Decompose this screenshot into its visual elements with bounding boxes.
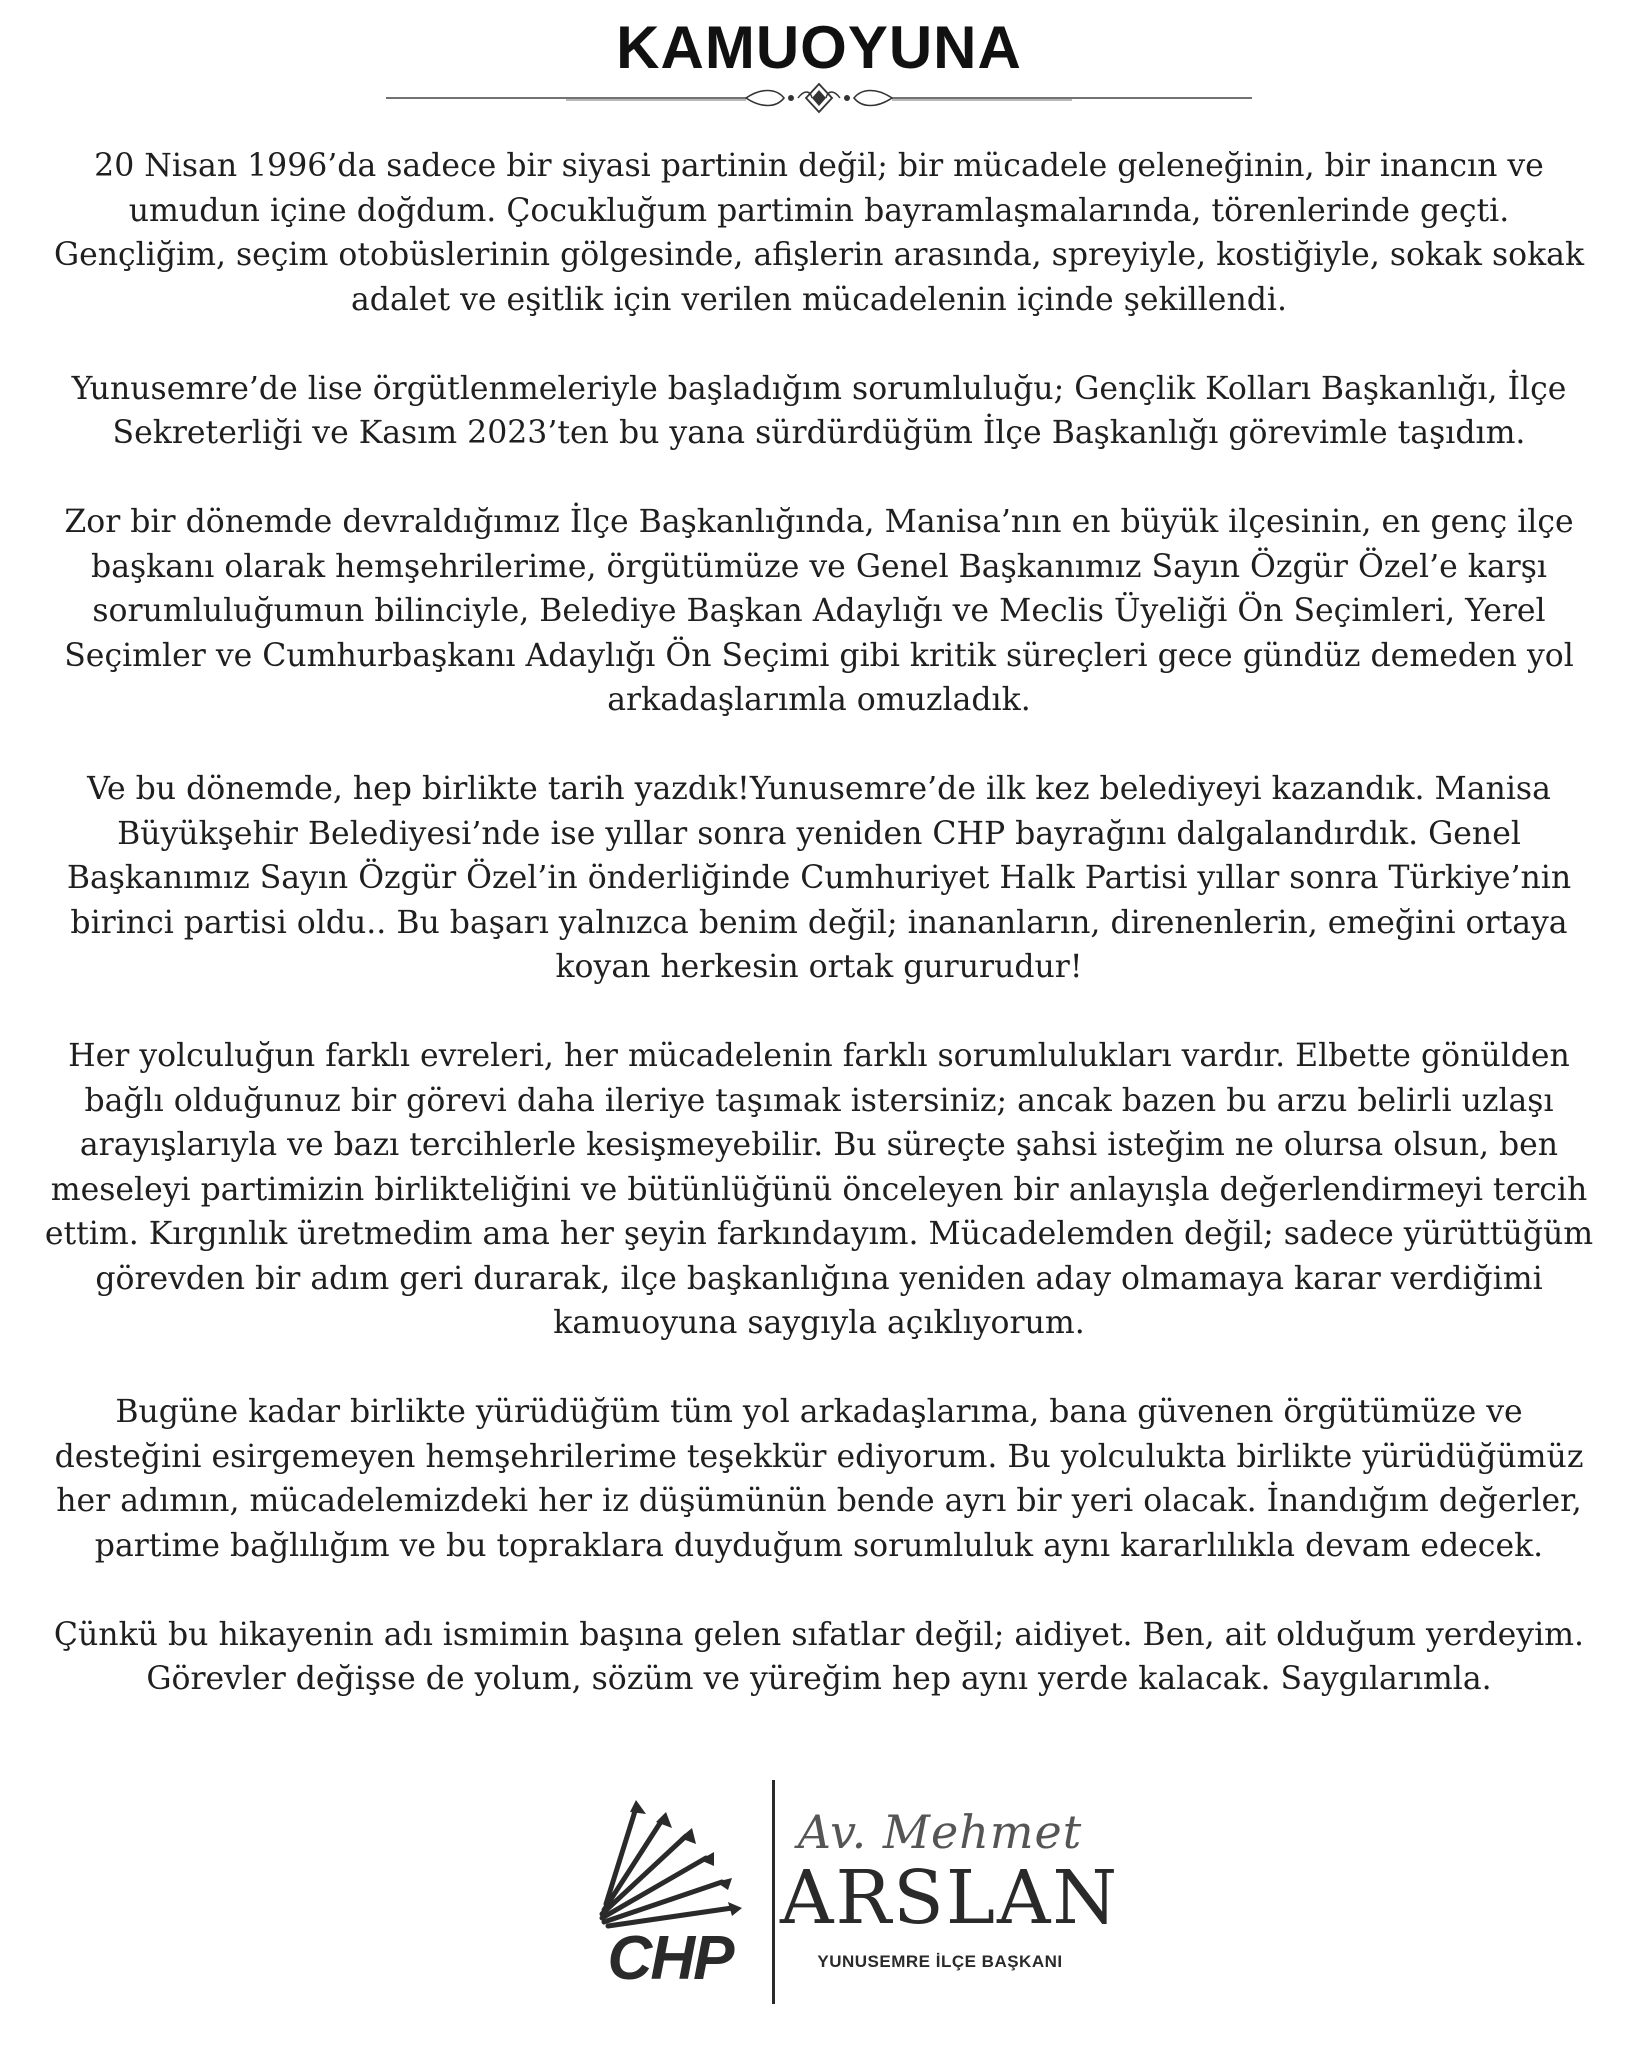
signature-name: Av. Mehmet [797,1805,1083,1859]
signature-block [0,1780,1638,2020]
paragraph-7: Çünkü bu hikayenin adı ismimin başına gelen sıfatlar değil; aidiyet. Ben, ait olduğum yerdeyim. Görevler değişse de yolum, sözüm ve yüreğim hep aynı yerde kalacak. Saygılarımla. [53,1616,1585,1697]
paragraph-1: 20 Nisan 1996’da sadece bir siyasi partinin değil; bir mücadele geleneğinin, bir inancın ve umudun içine doğdum. Çocukluğum partimin bayramlaşmalarında, törenlerinde geçti. Gençliğim, seçim otobüslerinin gölgesinde, afişlerin arasında, spreyiyle, kostiğiyle, sokak sokak adalet ve eşitlik için verilen mücadelenin içinde şekillendi. [53,148,1585,318]
paragraph-5: Her yolculuğun farklı evreleri, her mücadelenin farklı sorumlulukları vardır. Elbette gönülden bağlı olduğunuz bir görevi daha ileriye taşımak istersiniz; ancak bazen bu arzu belirli uzlaşı arayışlarıyla ve bazı tercihlerle kesişmeyebilir. Bu süreçte şahsi isteğim ne olursa olsun, ben meseleyi partimizin birlikteliğini ve bütünlüğünü önceleyen bir anlayışla değerlendirmeyi tercih ettim. Kırgınlık üretmedim ama her şeyin farkındayım. Mücadelemden değil; sadece yürüttüğüm görevden bir adım geri durarak, ilçe başkanlığına yeniden aday olmamaya karar verdiğimi kamuoyuna saygıyla açıklıyorum. [44,1038,1594,1341]
paragraph-4: Ve bu dönemde, hep birlikte tarih yazdık!Yunusemre’de ilk kez belediyeyi kazandık. Manisa Büyükşehir Belediyesi’nde ise yıllar sonra yeniden CHP bayrağını dalgalandırdık. Genel Başkanımız Sayın Özgür Özel’in önderliğinde Cumhuriyet Halk Partisi yıllar sonra Türkiye’nin birinci partisi oldu.. Bu başarı yalnızca benim değil; inananların, direnenlerin, emeğini ortaya koyan herkesin ortak gururudur! [66,771,1572,985]
paragraph-2: Yunusemre’de lise örgütlenmeleriyle başladığım sorumluluğu; Gençlik Kolları Başkanlığı, İlçe Sekreterliği ve Kasım 2023’ten bu yana sürdürdüğüm İlçe Başkanlığı görevimle taşıdım. [71,370,1567,451]
six-arrows-icon [582,1792,758,1932]
logo-wordmark: CHP [607,1924,733,1993]
paragraph-3: Zor bir dönemde devraldığımız İlçe Başkanlığında, Manisa’nın en büyük ilçesinin, en genç ilçe başkanı olarak hemşehrilerime, örgütümüze ve Genel Başkanımız Sayın Özgür Özel’e karşı sorumluluğumun bilinciyle, Belediye Başkan Adaylığı ve Meclis Üyeliği Ön Seçimleri, Yerel Seçimler ve Cumhurbaşkanı Adaylığı Ön Seçimi gibi kritik süreçleri gece gündüz demeden yol arkadaşlarımla omuzladık. [64,504,1574,718]
signature-divider [772,1780,775,2004]
page-title: KAMUOYUNA [616,14,1022,81]
statement-body [40,144,1598,1746]
signature-role: YUNUSEMRE İLÇE BAŞKANI [817,1952,1063,1971]
paragraph-6: Bugüne kadar birlikte yürüdüğüm tüm yol arkadaşlarıma, bana güvenen örgütümüze ve desteğini esirgemeyen hemşehrilerime teşekkür ediyorum. Bu yolculukta birlikte yürüdüğümüz her adımın, mücadelemizdeki her iz düşümünün bende ayrı bir yeri olacak. İnandığım değerler, partime bağlılığım ve bu topraklara duyduğum sorumluluk aynı kararlılıkla devam edecek. [54,1394,1584,1564]
signature-surname: ARSLAN [780,1855,1120,1941]
chp-logo [582,1792,758,1992]
ornament-divider-icon [386,80,1252,116]
